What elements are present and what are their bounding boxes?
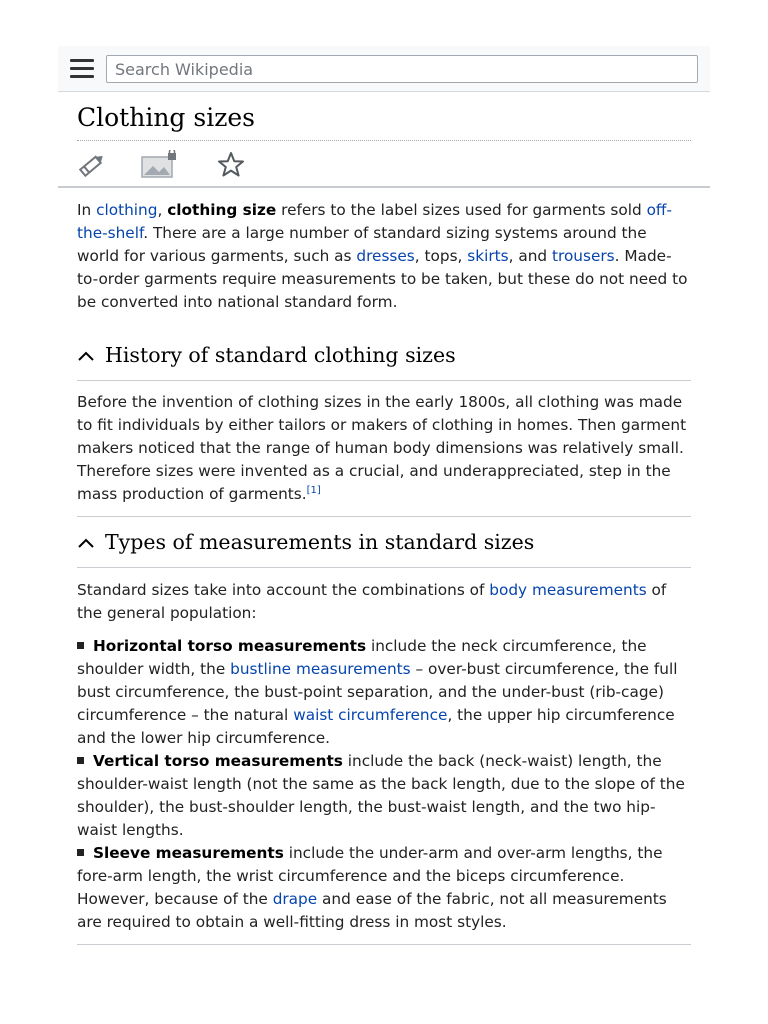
list-item: Sleeve measurements include the under-arm and over-arm lengths, the fore-arm length, the wrist circumference and the biceps circumference. xyxy=(77,844,663,885)
reference-link-1[interactable]: [1] xyxy=(306,484,321,496)
bullet-square-icon xyxy=(77,642,84,649)
list-item: Horizontal torso measurements include the neck circumference, the shoulder width, the bustline measurements – over-bust circumference, the full bust circumference, the bust-point separation, and the under-bust (rib-cage) circumference – the natural waist circumference, the upper hip circumference and the lower hip circumference. xyxy=(77,637,678,747)
link-dresses[interactable]: dresses xyxy=(356,247,415,265)
section-divider xyxy=(77,944,691,945)
watch-star-icon[interactable] xyxy=(216,150,246,180)
page-actions-divider xyxy=(58,186,710,188)
link-waist-circumference[interactable]: waist circumference xyxy=(293,706,448,724)
link-trousers[interactable]: trousers xyxy=(552,247,615,265)
bold-clothing-size: clothing size xyxy=(167,201,277,219)
link-drape[interactable]: drape xyxy=(272,890,318,908)
search-input[interactable] xyxy=(106,55,698,83)
types-outro: However, because of the drape and ease of the fabric, not all measurements are required to obtain a well-fitting dress in most styles. xyxy=(77,890,667,931)
bullet-square-icon xyxy=(77,849,84,856)
page-title: Clothing sizes xyxy=(77,100,691,141)
link-body-measurements[interactable]: body measurements xyxy=(489,581,647,599)
section-heading-history[interactable]: History of standard clothing sizes xyxy=(77,340,691,370)
chevron-up-icon xyxy=(77,350,95,362)
edit-pencil-icon[interactable] xyxy=(77,150,107,180)
measurements-list xyxy=(77,635,691,888)
header-bar xyxy=(58,46,710,92)
list-item: Vertical torso measurements include the back (neck-waist) length, the shoulder-waist length (not the same as the back length, due to the slope of the shoulder), the bust-shoulder length, the bust-waist length, and the two hip-waist lengths. xyxy=(77,752,685,839)
link-bustline-measurements[interactable]: bustline measurements xyxy=(230,660,411,678)
link-off-the-shelf[interactable]: off-the-shelf xyxy=(77,201,672,242)
link-skirts[interactable]: skirts xyxy=(467,247,509,265)
image-lock-icon[interactable] xyxy=(140,150,178,180)
page-actions xyxy=(77,148,691,182)
bullet-square-icon xyxy=(77,757,84,764)
lead-paragraph: In clothing, clothing size refers to the label sizes used for garments sold off-the-shelf. There are a large number of standard sizing systems around the world for various garments, such as dresses, tops, skirts, and trousers. Made-to-order garments require measurements to be taken, but these do not need to be converted into national standard form. xyxy=(77,201,688,311)
link-clothing[interactable]: clothing xyxy=(96,201,158,219)
article-content xyxy=(77,199,691,945)
history-paragraph: Before the invention of clothing sizes in the early 1800s, all clothing was made to fit individuals by either tailors or makers of clothing in homes. Then garment makers noticed that the range of human body dimensions was relatively small. Therefore sizes were invented as a crucial, and underappreciated, step in the mass production of garments.[1] xyxy=(77,393,687,503)
chevron-up-icon xyxy=(77,537,95,549)
hamburger-menu-icon[interactable] xyxy=(70,59,94,79)
types-intro: Standard sizes take into account the combinations of body measurements of the general population: xyxy=(77,581,667,622)
section-heading-types[interactable]: Types of measurements in standard sizes xyxy=(77,527,691,557)
